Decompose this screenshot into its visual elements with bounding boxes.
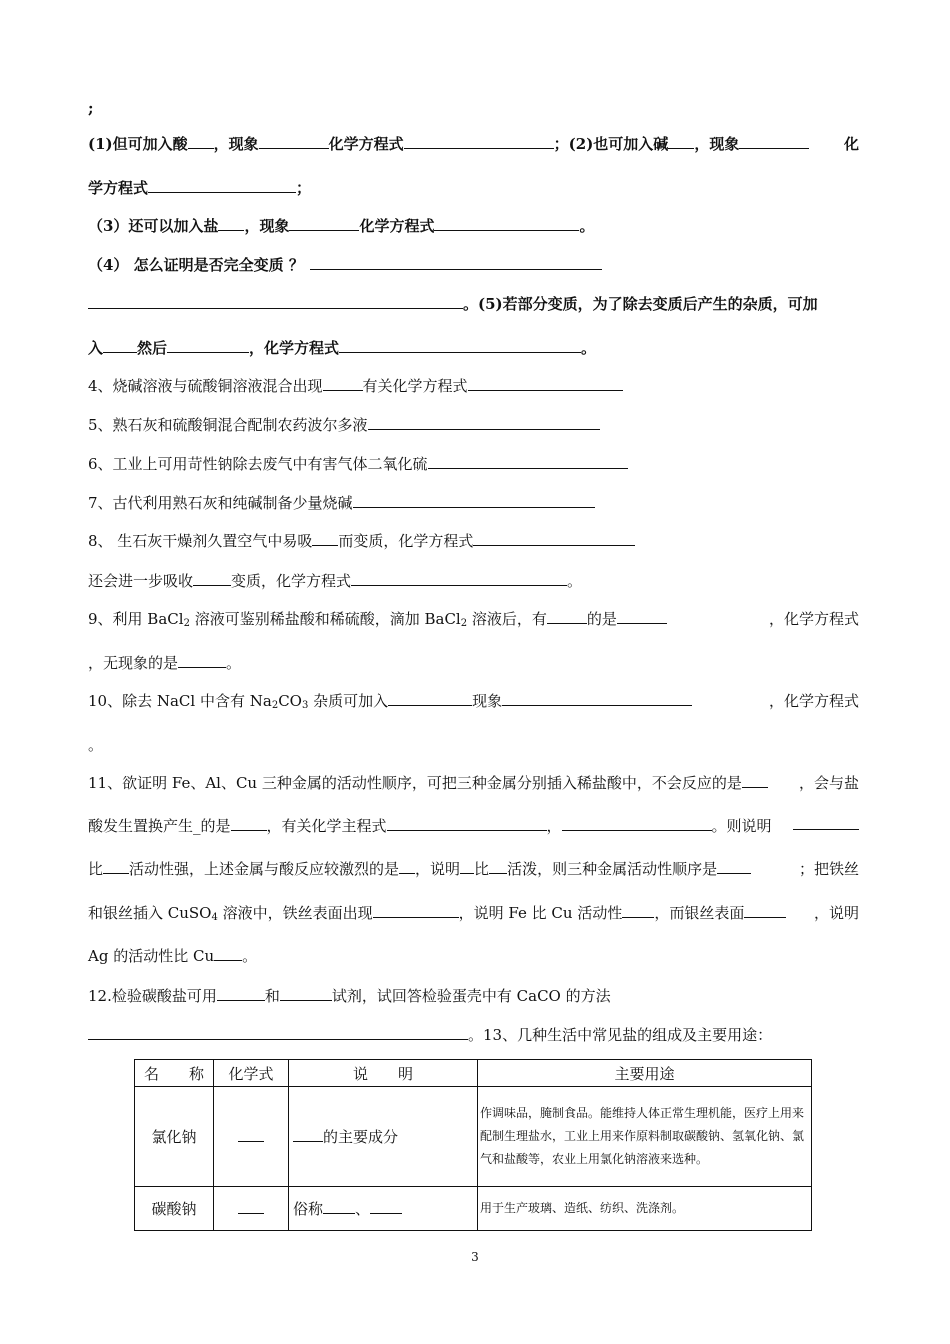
q11-line-5: Ag 的活动性比 Cu 。 [88,947,258,965]
q11-line-4: 和银丝插入 CuSO$_4$ 溶液中，铁丝表面出现 ，说明 Fe 比 Cu 活动性 ，而银丝表面 ，说明 [88,904,859,923]
q4: 4、烧碱溶液与硫酸铜溶液混合出现 有关化学方程式 [88,375,859,397]
salt-name: 氯化钠 [135,1087,214,1187]
q12-line-2: 。13、几种生活中常见盐的组成及主要用途： [88,1024,859,1046]
formula-blank [214,1087,289,1187]
table-header-row [135,1060,812,1087]
salt-description: 的主要成分 [289,1087,478,1187]
q10-line-2: 。 [88,736,104,754]
q3-line-3: （3）还可以加入盐 ，现象 化学方程式 。 [88,217,595,235]
q12-line-1: 12.检验碳酸盐可用 和 试剂，试回答检验蛋壳中有 CaCO 的方法 [88,987,611,1005]
q3-line-5: 。(5)若部分变质，为了除去变质后产生的杂质，可加 [88,293,859,315]
table-row [135,1087,812,1187]
header-usage: 主要用途 [478,1060,812,1087]
header-formula: 化学式 [214,1060,289,1087]
top-mark: ; [88,99,94,117]
q9-line-2: ，无现象的是 。 [88,654,242,672]
page-number: 3 [471,1250,479,1264]
q11-line-1: 11、欲证明 Fe、Al、Cu 三种金属的活动性顺序，可把三种金属分别插入稀盐酸中，不会反应的是 ，会与盐 [88,774,859,792]
salt-usage: 作调味品，腌制食品。能维持人体正常生理机能，医疗上用来配制生理盐水，工业上用来作原料制取碳酸钠、氢氧化钠、氯气和盐酸等，农业上用氯化钠溶液来选种。 [478,1087,812,1187]
table-row [135,1187,812,1231]
salt-name: 碳酸钠 [135,1187,214,1231]
q3-line-4: （4） 怎么证明是否完全变质 ？ [88,254,859,276]
q3-line-1: (1)但可加入酸 ，现象 化学方程式 ；(2)也可加入碱 ，现象 化 [88,135,859,153]
salt-usage: 用于生产玻璃、造纸、纺织、洗涤剂。 [478,1187,812,1231]
q10-line-1: 10、除去 NaCl 中含有 $Na_2CO_3$ 杂质可加入 现象 ，化学方程式 [88,692,859,711]
q8-line-2: 还会进一步吸收 变质，化学方程式 。 [88,572,583,590]
q11-line-2: 酸发生置换产生_的是 ，有关化学主程式 ， 。则说明 [88,815,859,837]
q7: 7、古代利用熟石灰和纯碱制备少量烧碱 [88,492,859,514]
q11-line-3: 比 活动性强，上述金属与酸反应较激烈的是 ，说明 比 活泼，则三种金属活动性顺序是 ；把铁丝 [88,860,859,878]
header-description: 说 明 [289,1060,478,1087]
q6: 6、工业上可用苛性钠除去废气中有害气体二氧化硫 [88,453,859,475]
q8-line-1: 8、 生石灰干燥剂久置空气中易吸 而变质，化学方程式 [88,530,859,552]
salts-table [134,1059,812,1231]
q3-line-6: 入 然后 ，化学方程式 。 [88,339,597,357]
salt-description: 俗称 、 [289,1187,478,1231]
q9-line-1: 9、利用 BaCl$_2$ 溶液可鉴别稀盐酸和稀硫酸，滴加 BaCl$_2$ 溶液后，有 的是 ，化学方程式 [88,610,859,629]
formula-blank [214,1187,289,1231]
q3-line-2: 学方程式 ； [88,179,312,197]
header-name: 名 称 [135,1060,214,1087]
q5: 5、熟石灰和硫酸铜混合配制农药波尔多液 [88,414,859,436]
